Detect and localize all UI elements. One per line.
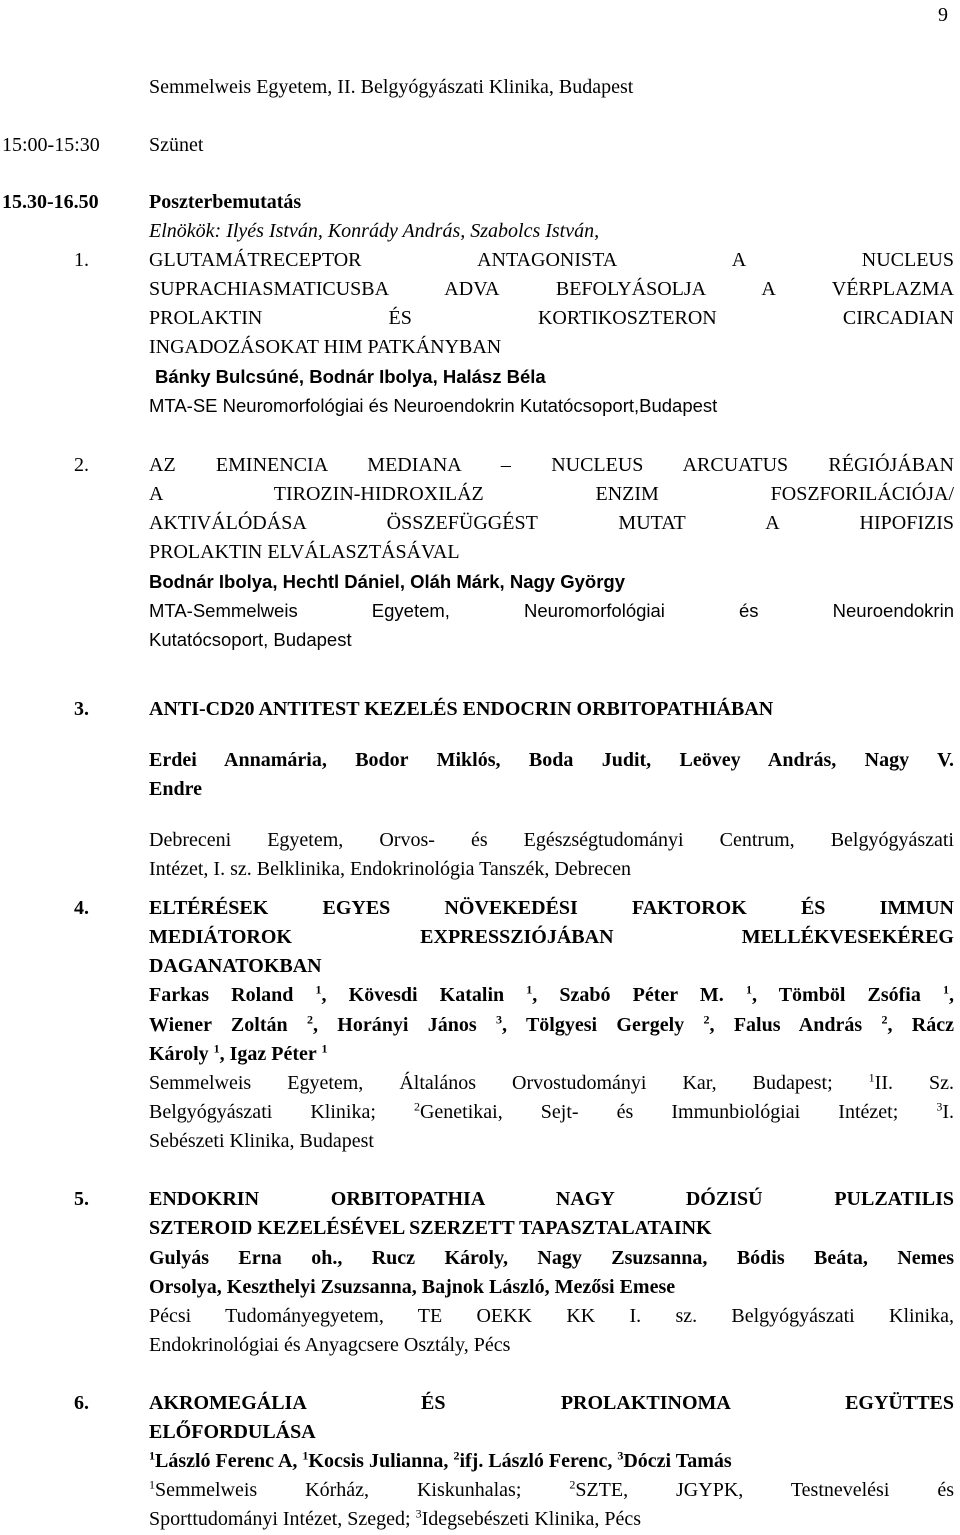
abstract-affiliation — [149, 1100, 954, 1124]
top-affiliation: Semmelweis Egyetem, II. Belgyógyászati Klinika, Budapest — [149, 76, 634, 98]
author-name: ifj. László Ferenc, — [459, 1450, 618, 1472]
abstract-title-line: SZTEROID KEZELÉSÉVEL SZERZETT TAPASZTALATAINK — [149, 1217, 712, 1239]
affil-mark: 1 — [526, 982, 533, 997]
affil-text: Sporttudományi Intézet, Szeged; — [149, 1508, 416, 1530]
abstract-authors: Endre — [149, 778, 202, 800]
abstract-authors: Orsolya, Keszthelyi Zsuzsanna, Bajnok László, Mezősi Emese — [149, 1276, 676, 1298]
author-name: , Falus András — [709, 1014, 882, 1036]
author-name: László Ferenc A, — [155, 1450, 303, 1472]
affil-mark: 2 — [453, 1448, 460, 1463]
abstract-title-line: ENDOKRIN ORBITOPATHIA NAGY DÓZISÚ PULZATILIS — [149, 1188, 954, 1210]
abstract-affiliation — [149, 1071, 954, 1095]
abstract-affiliation: Debreceni Egyetem, Orvos- és Egészségtudományi Centrum, Belgyógyászati — [149, 829, 954, 851]
abstract-title-line: ELŐFORDULÁSA — [149, 1421, 316, 1443]
abstract-affiliation — [149, 1478, 954, 1502]
abstract-authors: Bánky Bulcsúné, Bodnár Ibolya, Halász Béla — [155, 366, 546, 387]
abstract-affiliation — [149, 1507, 954, 1531]
affil-mark: 3 — [415, 1506, 422, 1521]
affil-text: II. Sz. — [874, 1072, 954, 1094]
affil-mark: 2 — [703, 1012, 710, 1027]
poster-label: Poszterbemutatás — [149, 191, 302, 213]
affil-text: Belgyógyászati Klinika; — [149, 1101, 414, 1123]
abstract-title-line: GLUTAMÁTRECEPTOR ANTAGONISTA A NUCLEUS — [149, 249, 954, 271]
affil-mark: 3 — [495, 1012, 502, 1027]
abstract-title-line: INGADOZÁSOKAT HIM PATKÁNYBAN — [149, 336, 502, 358]
affil-mark: 1 — [868, 1070, 875, 1085]
affil-text: Idegsebészeti Klinika, Pécs — [421, 1508, 641, 1530]
abstract-authors — [149, 1449, 954, 1473]
abstract-authors: Bodnár Ibolya, Hechtl Dániel, Oláh Márk, Nagy György — [149, 571, 625, 592]
affil-mark: 1 — [149, 1477, 155, 1492]
abstract-number: 3. — [74, 698, 89, 720]
author-name: , Szabó Péter M. — [532, 984, 746, 1006]
affil-mark: 2 — [569, 1477, 576, 1492]
affil-mark: 3 — [936, 1099, 943, 1114]
author-name: Kocsis Julianna, — [308, 1450, 454, 1472]
abstract-affiliation: Pécsi Tudományegyetem, TE OEKK KK I. sz. Belgyógyászati Klinika, — [149, 1305, 954, 1327]
affil-text: Semmelweis Kórház, Kiskunhalas; — [155, 1479, 570, 1501]
affil-mark: 1 — [213, 1041, 220, 1056]
affil-mark: 1 — [321, 1041, 328, 1056]
author-name: Farkas Roland — [149, 984, 316, 1006]
affil-text: I. — [942, 1101, 954, 1123]
page-number: 9 — [938, 4, 948, 26]
abstract-title-line: A TIROZIN-HIDROXILÁZ ENZIM FOSZFORILÁCIÓJA/ — [149, 483, 954, 505]
affil-mark: 1 — [149, 1448, 155, 1463]
affil-mark: 2 — [413, 1099, 420, 1114]
abstract-affiliation: Endokrinológiai és Anyagcsere Osztály, Pécs — [149, 1334, 511, 1356]
abstract-affiliation: Kutatócsoport, Budapest — [149, 629, 352, 650]
abstract-number: 5. — [74, 1188, 89, 1210]
abstract-title-line: MEDIÁTOROK EXPRESSZIÓJÁBAN MELLÉKVESEKÉREG — [149, 926, 954, 948]
affil-mark: 2 — [881, 1012, 888, 1027]
author-name: , Tömböl Zsófia — [751, 984, 943, 1006]
affil-mark: 1 — [315, 982, 322, 997]
abstract-affiliation: MTA-SE Neuromorfológiai és Neuroendokrin Kutatócsoport,Budapest — [149, 395, 718, 416]
affil-mark: 3 — [617, 1448, 624, 1463]
affil-text: Semmelweis Egyetem, Általános Orvostudományi Kar, Budapest; — [149, 1072, 869, 1094]
author-name: Dóczi Tamás — [623, 1450, 732, 1472]
author-name: , Rácz — [887, 1014, 954, 1036]
abstract-title-line: PROLAKTIN ÉS KORTIKOSZTERON CIRCADIAN — [149, 307, 954, 329]
abstract-title-line: ELTÉRÉSEK EGYES NÖVEKEDÉSI FAKTOROK ÉS IMMUN — [149, 897, 954, 919]
author-name: , Kövesdi Katalin — [321, 984, 527, 1006]
affil-text: Genetikai, Sejt- és Immunbiológiai Intézet; — [419, 1101, 937, 1123]
break-label: Szünet — [149, 134, 204, 156]
abstract-title-line: AKTIVÁLÓDÁSA ÖSSZEFÜGGÉST MUTAT A HIPOFIZIS — [149, 512, 954, 534]
abstract-authors — [149, 1042, 954, 1066]
author-name: , — [949, 984, 954, 1006]
abstract-authors — [149, 1013, 954, 1037]
author-name: , Igaz Péter — [219, 1043, 322, 1065]
abstract-title-line: DAGANATOKBAN — [149, 955, 322, 977]
poster-chairs: Elnökök: Ilyés István, Konrády András, Szabolcs István, — [149, 220, 600, 242]
break-time: 15:00-15:30 — [2, 134, 100, 156]
affil-mark: 1 — [943, 982, 949, 997]
abstract-number: 1. — [74, 249, 89, 271]
abstract-authors: Erdei Annamária, Bodor Miklós, Boda Judit, Leövey András, Nagy V. — [149, 749, 954, 771]
abstract-affiliation: Sebészeti Klinika, Budapest — [149, 1130, 374, 1152]
affil-mark: 2 — [306, 1012, 313, 1027]
abstract-number: 4. — [74, 897, 89, 919]
affil-mark: 1 — [745, 982, 752, 997]
author-name: Wiener Zoltán — [149, 1014, 307, 1036]
abstract-title-line: ANTI-CD20 ANTITEST KEZELÉS ENDOCRIN ORBITOPATHIÁBAN — [149, 698, 774, 720]
affil-mark: 1 — [302, 1448, 309, 1463]
abstract-title-line: AKROMEGÁLIA ÉS PROLAKTINOMA EGYÜTTES — [149, 1392, 954, 1414]
author-name: , Horányi János — [312, 1014, 496, 1036]
author-name: Károly — [149, 1043, 214, 1065]
abstract-affiliation: Intézet, I. sz. Belklinika, Endokrinológia Tanszék, Debrecen — [149, 858, 631, 880]
affil-text: SZTE, JGYPK, Testnevelési és — [575, 1479, 954, 1501]
abstract-title-line: PROLAKTIN ELVÁLASZTÁSÁVAL — [149, 541, 460, 563]
abstract-authors — [149, 983, 954, 1007]
abstract-authors: Gulyás Erna oh., Rucz Károly, Nagy Zsuzsanna, Bódis Beáta, Nemes — [149, 1247, 954, 1269]
poster-time: 15.30-16.50 — [2, 191, 99, 213]
author-name: , Tölgyesi Gergely — [501, 1014, 704, 1036]
abstract-number: 6. — [74, 1392, 89, 1414]
abstract-number: 2. — [74, 454, 89, 476]
abstract-affiliation: MTA-Semmelweis Egyetem, Neuromorfológiai és Neuroendokrin — [149, 600, 954, 621]
abstract-title-line: AZ EMINENCIA MEDIANA – NUCLEUS ARCUATUS RÉGIÓJÁBAN — [149, 454, 954, 476]
abstract-title-line: SUPRACHIASMATICUSBA ADVA BEFOLYÁSOLJA A VÉRPLAZMA — [149, 278, 954, 300]
